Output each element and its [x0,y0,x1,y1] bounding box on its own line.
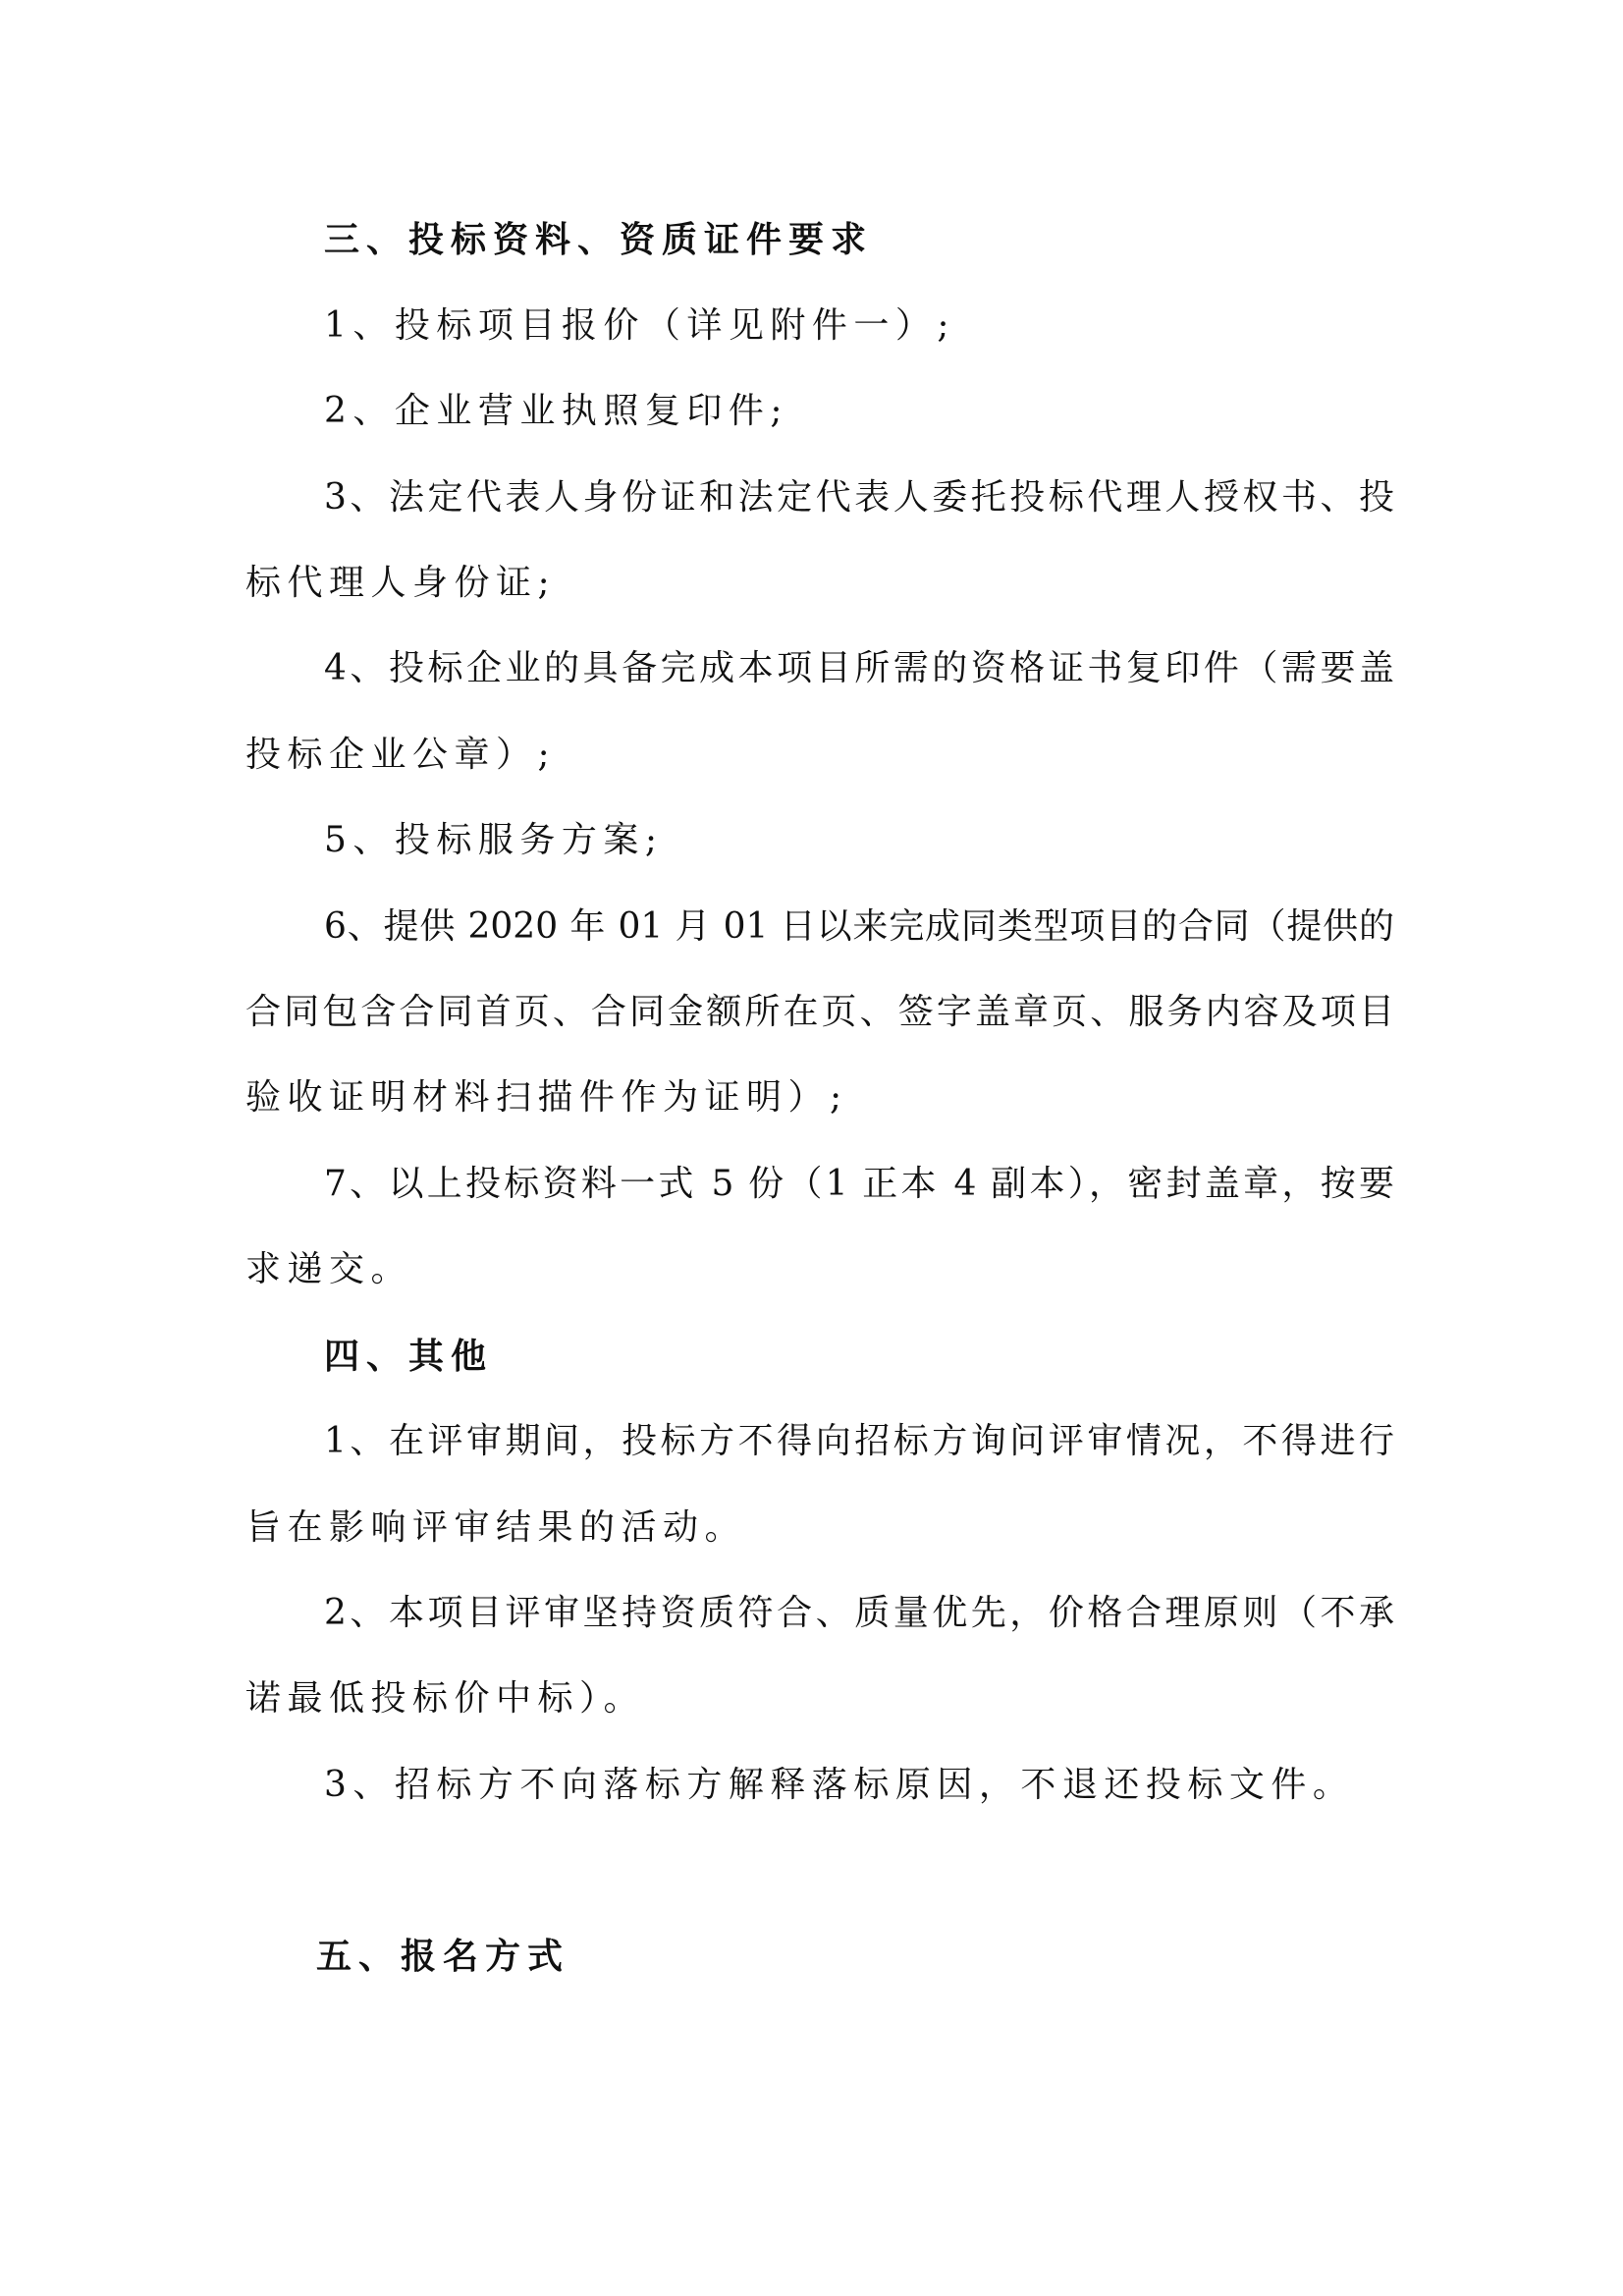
section-3-item-7-line-2: 求递交。 [245,1249,413,1289]
section-3-heading: 三、投标资料、资质证件要求 [324,219,874,260]
section-3-item-7-line-1: 7、以上投标资料一式 5 份（1 正本 4 副本），密封盖章，按要 [324,1164,1394,1204]
section-3-item-4-line-1: 4、投标企业的具备完成本项目所需的资格证书复印件（需要盖 [324,648,1394,688]
section-3-item-4-line-2: 投标企业公章）; [245,735,557,775]
section-4-item-3: 3、招标方不向落标方解释落标原因，不退还投标文件。 [324,1765,1355,1805]
section-3-item-3-line-2: 标代理人身份证; [245,563,557,603]
section-3-item-5: 5、投标服务方案; [324,820,664,860]
section-4-item-1-line-1: 1、在评审期间，投标方不得向招标方询问评审情况，不得进行 [324,1421,1394,1461]
section-3-item-1: 1、投标项目报价（详见附件一）; [324,305,956,346]
section-3-item-6-line-1: 6、提供 2020 年 01 月 01 日以来完成同类型项目的合同（提供的 [324,906,1394,947]
section-4-item-2-line-2: 诺最低投标价中标）。 [245,1678,646,1719]
section-3-item-6-line-2: 合同包含合同首页、合同金额所在页、签字盖章页、服务内容及项目 [245,992,1394,1032]
section-3-item-6-line-3: 验收证明材料扫描件作为证明）; [245,1077,848,1118]
section-3-item-2: 2、企业营业执照复印件; [324,391,789,431]
section-5-heading: 五、报名方式 [316,1936,570,1977]
section-4-item-2-line-1: 2、本项目评审坚持资质符合、质量优先，价格合理原则（不承 [324,1593,1394,1633]
section-3-item-3-line-1: 3、法定代表人身份证和法定代表人委托投标代理人授权书、投 [324,477,1394,518]
section-4-heading: 四、其他 [324,1336,494,1377]
section-4-item-1-line-2: 旨在影响评审结果的活动。 [245,1507,747,1548]
